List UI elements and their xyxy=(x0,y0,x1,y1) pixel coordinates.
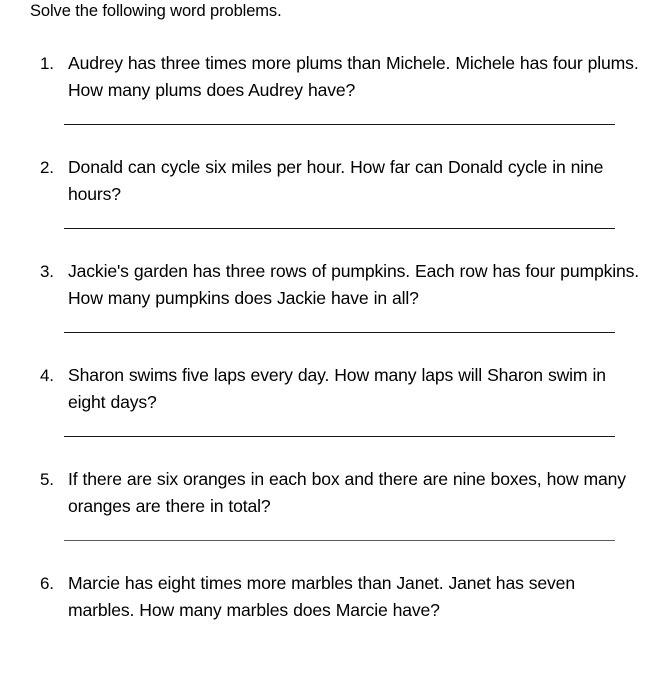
problem-item xyxy=(0,570,669,624)
problem-item xyxy=(0,258,669,312)
problem-item xyxy=(0,50,669,104)
problem-number: 3. xyxy=(40,262,54,281)
spacer xyxy=(0,208,669,228)
spacer xyxy=(0,125,669,154)
problem-list xyxy=(0,50,669,624)
problem-item xyxy=(0,154,669,208)
problem-number: 4. xyxy=(40,366,54,385)
problem-number: 6. xyxy=(40,574,54,593)
problem-number: 5. xyxy=(40,470,54,489)
problem-number: 2. xyxy=(40,158,54,177)
problem-text: Jackie's garden has three rows of pumpkins. Each row has four pumpkins. How many pumpkins does Jackie have in all? xyxy=(68,261,640,308)
spacer xyxy=(0,520,669,540)
problem-text: Donald can cycle six miles per hour. How far can Donald cycle in nine hours? xyxy=(68,157,604,204)
problem-item xyxy=(0,362,669,416)
problem-text: Sharon swims five laps every day. How many laps will Sharon swim in eight days? xyxy=(68,365,606,412)
spacer xyxy=(0,104,669,124)
spacer xyxy=(0,437,669,466)
problem-text: Marcie has eight times more marbles than Janet. Janet has seven marbles. How many marbles does Marcie have? xyxy=(68,573,575,620)
instruction-heading: Solve the following word problems. xyxy=(30,2,282,20)
problem-text: If there are six oranges in each box and there are nine boxes, how many oranges are there in total? xyxy=(68,469,626,516)
problem-number: 1. xyxy=(40,54,54,73)
problem-item xyxy=(0,466,669,520)
problem-text: Audrey has three times more plums than Michele. Michele has four plums. How many plums does Audrey have? xyxy=(68,53,639,100)
spacer xyxy=(0,416,669,436)
spacer xyxy=(0,229,669,258)
spacer xyxy=(0,333,669,362)
spacer xyxy=(0,312,669,332)
spacer xyxy=(0,541,669,570)
